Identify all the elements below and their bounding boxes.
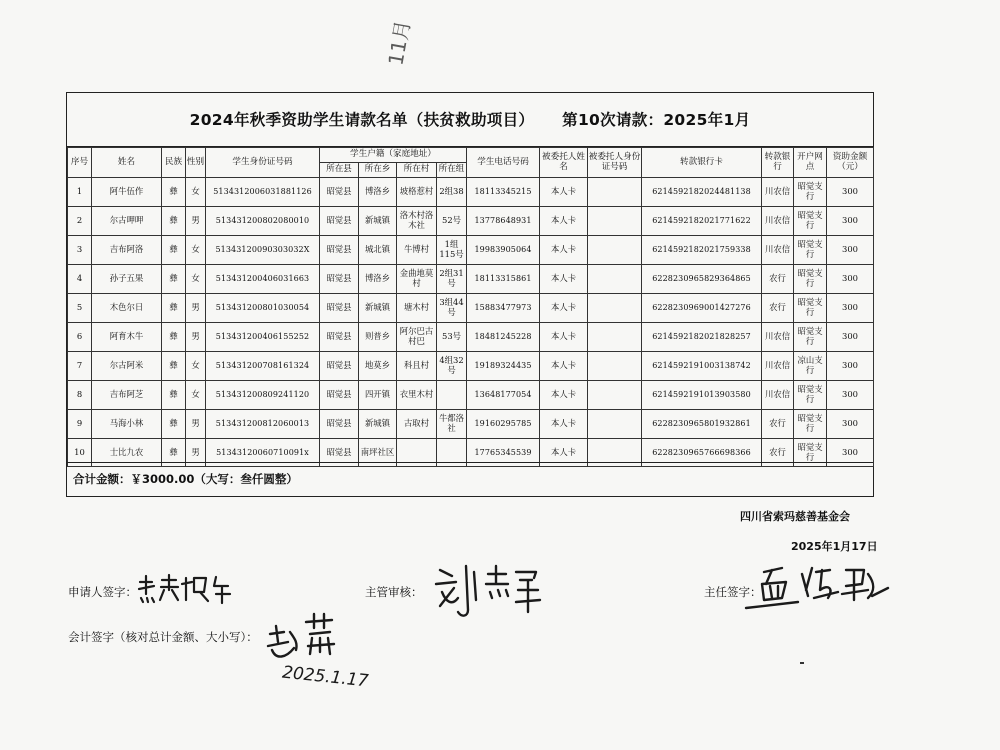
cell-branch: 昭觉支行	[794, 265, 827, 294]
cell-township: 南坪社区	[359, 439, 397, 467]
cell-village: 阿尔巴古村巴	[397, 323, 437, 352]
table-row	[68, 207, 874, 236]
cell-entrusted: 本人卡	[540, 352, 588, 381]
cell-name: 尔古呷呷	[92, 207, 162, 236]
supervisor-label: 主管审核：	[365, 585, 423, 599]
cell-branch: 昭觉支行	[794, 439, 827, 467]
cell-id-no: 513431200801030054	[206, 294, 320, 323]
table-row	[68, 410, 874, 439]
cell-ethnicity: 彝	[162, 352, 186, 381]
ink-mark	[800, 662, 804, 664]
cell-seq: 10	[68, 439, 92, 467]
cell-seq: 2	[68, 207, 92, 236]
table-row	[68, 294, 874, 323]
cell-village: 坡格惹村	[397, 178, 437, 207]
cell-group: 3组44号	[437, 294, 467, 323]
cell-entrusted-id	[588, 207, 642, 236]
cell-branch: 昭觉支行	[794, 294, 827, 323]
cell-group: 1组115号	[437, 236, 467, 265]
cell-gender: 女	[186, 236, 206, 265]
cell-township: 博洛乡	[359, 265, 397, 294]
cell-bank: 农行	[762, 439, 794, 467]
cell-name: 阿牛伍作	[92, 178, 162, 207]
cell-entrusted: 本人卡	[540, 439, 588, 467]
cell-entrusted-id	[588, 323, 642, 352]
title-batch: 第10次请款：2025年1月	[562, 111, 751, 129]
cell-county: 昭觉县	[320, 207, 359, 236]
cell-name: 阿育木牛	[92, 323, 162, 352]
cell-name: 木色尔日	[92, 294, 162, 323]
cell-id-no: 513431200406155252	[206, 323, 320, 352]
cell-county: 昭觉县	[320, 178, 359, 207]
cell-gender: 女	[186, 381, 206, 410]
cell-entrusted-id	[588, 265, 642, 294]
cell-entrusted-id	[588, 236, 642, 265]
cell-phone: 19160295785	[467, 410, 540, 439]
cell-seq: 8	[68, 381, 92, 410]
cell-group: 2组38	[437, 178, 467, 207]
cell-ethnicity: 彝	[162, 381, 186, 410]
header-bank-card: 转款银行卡	[642, 148, 762, 178]
header-township: 所在乡	[359, 163, 397, 178]
cell-ethnicity: 彝	[162, 410, 186, 439]
cell-id-no: 513431200603188​1126	[206, 178, 320, 207]
director-signature	[742, 560, 892, 620]
cell-bank-card: 6214592182021759338	[642, 236, 762, 265]
cell-county: 昭觉县	[320, 410, 359, 439]
request-form	[66, 92, 874, 497]
cell-bank: 川农信	[762, 207, 794, 236]
cell-township: 新城镇	[359, 207, 397, 236]
cell-seq: 7	[68, 352, 92, 381]
cell-id-no: 513431200802080010	[206, 207, 320, 236]
cell-name: 吉布阿洛	[92, 236, 162, 265]
cell-branch: 昭觉支行	[794, 207, 827, 236]
cell-amount: 300	[827, 265, 874, 294]
student-table	[67, 147, 874, 467]
cell-bank: 川农信	[762, 323, 794, 352]
cell-seq: 5	[68, 294, 92, 323]
cell-village: 科且村	[397, 352, 437, 381]
header-amount: 资助金额（元）	[827, 148, 874, 178]
cell-phone: 19189324435	[467, 352, 540, 381]
header-gender: 性别	[186, 148, 206, 178]
cell-entrusted-id	[588, 294, 642, 323]
cell-bank-card: 6228230969001427276	[642, 294, 762, 323]
cell-village: 金曲地莫村	[397, 265, 437, 294]
cell-seq: 9	[68, 410, 92, 439]
cell-bank-card: 6214592182021771622	[642, 207, 762, 236]
table-row	[68, 352, 874, 381]
cell-bank-card: 6214592191013903580	[642, 381, 762, 410]
accountant-label: 会计签字（核对总计金额、大小写）：	[68, 630, 258, 644]
cell-entrusted: 本人卡	[540, 381, 588, 410]
table-row	[68, 178, 874, 207]
cell-seq: 4	[68, 265, 92, 294]
total-amount: 合计金额：￥3000.00（大写：叁仟圆整）	[67, 462, 873, 496]
cell-id-no: 51343120060710091x	[206, 439, 320, 467]
cell-bank: 川农信	[762, 352, 794, 381]
cell-phone: 13648177054	[467, 381, 540, 410]
table-row	[68, 323, 874, 352]
cell-village: 塘木村	[397, 294, 437, 323]
cell-entrusted-id	[588, 352, 642, 381]
cell-phone: 18481245228	[467, 323, 540, 352]
document-date: 2025年1月17日	[791, 540, 878, 553]
cell-bank-card: 6214592182021828257	[642, 323, 762, 352]
cell-gender: 女	[186, 178, 206, 207]
applicant-signature	[136, 572, 236, 608]
cell-gender: 男	[186, 294, 206, 323]
cell-bank: 川农信	[762, 236, 794, 265]
cell-bank-card: 6228230965766698366	[642, 439, 762, 467]
cell-group: 4组32号	[437, 352, 467, 381]
cell-entrusted: 本人卡	[540, 178, 588, 207]
cell-id-no: 51343120090303032X	[206, 236, 320, 265]
cell-bank: 农行	[762, 265, 794, 294]
cell-ethnicity: 彝	[162, 294, 186, 323]
cell-seq: 6	[68, 323, 92, 352]
supervisor-signature	[432, 562, 552, 624]
cell-entrusted: 本人卡	[540, 294, 588, 323]
cell-amount: 300	[827, 207, 874, 236]
cell-village: 古取村	[397, 410, 437, 439]
cell-amount: 300	[827, 381, 874, 410]
applicant-label: 申请人签字：	[68, 585, 137, 599]
header-bank: 转款银行	[762, 148, 794, 178]
cell-bank: 川农信	[762, 381, 794, 410]
cell-ethnicity: 彝	[162, 439, 186, 467]
table-row	[68, 381, 874, 410]
cell-township: 博洛乡	[359, 178, 397, 207]
form-title	[67, 93, 873, 147]
cell-bank-card: 6228230965801932861	[642, 410, 762, 439]
cell-bank: 川农信	[762, 178, 794, 207]
cell-group: 52号	[437, 207, 467, 236]
cell-group: 2组31号	[437, 265, 467, 294]
cell-county: 昭觉县	[320, 381, 359, 410]
cell-entrusted: 本人卡	[540, 207, 588, 236]
cell-phone: 19983905064	[467, 236, 540, 265]
header-seq: 序号	[68, 148, 92, 178]
header-address-group: 学生户籍（家庭地址）	[320, 148, 467, 163]
cell-amount: 300	[827, 178, 874, 207]
cell-bank: 农行	[762, 410, 794, 439]
cell-village: 牛博村	[397, 236, 437, 265]
cell-ethnicity: 彝	[162, 265, 186, 294]
header-group: 所在组	[437, 163, 467, 178]
cell-gender: 男	[186, 410, 206, 439]
cell-amount: 300	[827, 323, 874, 352]
cell-bank: 农行	[762, 294, 794, 323]
table-row	[68, 265, 874, 294]
cell-township: 四开镇	[359, 381, 397, 410]
cell-amount: 300	[827, 294, 874, 323]
cell-group	[437, 381, 467, 410]
cell-id-no: 513431200406031663	[206, 265, 320, 294]
header-entrusted-id: 被委托人身份证号码	[588, 148, 642, 178]
cell-amount: 300	[827, 410, 874, 439]
cell-phone: 13778648931	[467, 207, 540, 236]
cell-phone: 17765345539	[467, 439, 540, 467]
cell-id-no: 513431200812060013	[206, 410, 320, 439]
cell-bank-card: 6214592182024481138	[642, 178, 762, 207]
cell-phone: 15883477973	[467, 294, 540, 323]
cell-county: 昭觉县	[320, 352, 359, 381]
cell-amount: 300	[827, 236, 874, 265]
cell-gender: 男	[186, 207, 206, 236]
cell-amount: 300	[827, 352, 874, 381]
cell-branch: 昭觉支行	[794, 381, 827, 410]
cell-township: 新城镇	[359, 294, 397, 323]
cell-name: 马海小林	[92, 410, 162, 439]
cell-entrusted: 本人卡	[540, 236, 588, 265]
header-phone: 学生电话号码	[467, 148, 540, 178]
cell-ethnicity: 彝	[162, 207, 186, 236]
header-county: 所在县	[320, 163, 359, 178]
cell-branch: 昭觉支行	[794, 323, 827, 352]
cell-entrusted-id	[588, 178, 642, 207]
director-label: 主任签字：	[704, 585, 762, 599]
cell-ethnicity: 彝	[162, 323, 186, 352]
cell-village: 衣里木村	[397, 381, 437, 410]
cell-ethnicity: 彝	[162, 236, 186, 265]
cell-branch: 凉山支行	[794, 352, 827, 381]
cell-branch: 昭觉支行	[794, 178, 827, 207]
cell-entrusted-id	[588, 410, 642, 439]
cell-phone: 18113315861	[467, 265, 540, 294]
header-branch: 开户网点	[794, 148, 827, 178]
cell-entrusted: 本人卡	[540, 410, 588, 439]
cell-village: 洛木村洛木社	[397, 207, 437, 236]
cell-name: 吉布阿芝	[92, 381, 162, 410]
cell-gender: 男	[186, 439, 206, 467]
cell-ethnicity: 彝	[162, 178, 186, 207]
cell-bank-card: 6228230965829364865	[642, 265, 762, 294]
cell-name: 尔古阿米	[92, 352, 162, 381]
cell-county: 昭觉县	[320, 323, 359, 352]
accountant-signature-date: 2025.1.17	[281, 662, 370, 692]
cell-name: 孙子五果	[92, 265, 162, 294]
header-ethnicity: 民族	[162, 148, 186, 178]
cell-branch: 昭觉支行	[794, 236, 827, 265]
cell-county: 昭觉县	[320, 265, 359, 294]
cell-gender: 女	[186, 265, 206, 294]
cell-gender: 男	[186, 323, 206, 352]
cell-county: 昭觉县	[320, 236, 359, 265]
cell-seq: 1	[68, 178, 92, 207]
header-name: 姓名	[92, 148, 162, 178]
header-village: 所在村	[397, 163, 437, 178]
cell-id-no: 513431200708161324	[206, 352, 320, 381]
cell-entrusted: 本人卡	[540, 265, 588, 294]
cell-amount: 300	[827, 439, 874, 467]
cell-township: 地莫乡	[359, 352, 397, 381]
cell-township: 新城镇	[359, 410, 397, 439]
cell-entrusted: 本人卡	[540, 323, 588, 352]
header-entrusted: 被委托人姓名	[540, 148, 588, 178]
cell-bank-card: 6214592191003138742	[642, 352, 762, 381]
cell-id-no: 513431200809241120	[206, 381, 320, 410]
cell-group: 牛都洛社	[437, 410, 467, 439]
cell-county: 昭觉县	[320, 294, 359, 323]
cell-group: 53号	[437, 323, 467, 352]
cell-township: 城北镇	[359, 236, 397, 265]
cell-name: 士比九农	[92, 439, 162, 467]
cell-gender: 女	[186, 352, 206, 381]
cell-entrusted-id	[588, 381, 642, 410]
cell-township: 则普乡	[359, 323, 397, 352]
cell-phone: 18113345215	[467, 178, 540, 207]
cell-branch: 昭觉支行	[794, 410, 827, 439]
handwritten-note: 11月	[383, 18, 415, 68]
cell-seq: 3	[68, 236, 92, 265]
header-id-no: 学生身份证号码	[206, 148, 320, 178]
cell-county: 昭觉县	[320, 439, 359, 467]
organization-name: 四川省索玛慈善基金会	[740, 510, 850, 523]
table-row	[68, 236, 874, 265]
accountant-signature	[262, 608, 362, 708]
title-main: 2024年秋季资助学生请款名单（扶贫救助项目）	[189, 111, 535, 129]
